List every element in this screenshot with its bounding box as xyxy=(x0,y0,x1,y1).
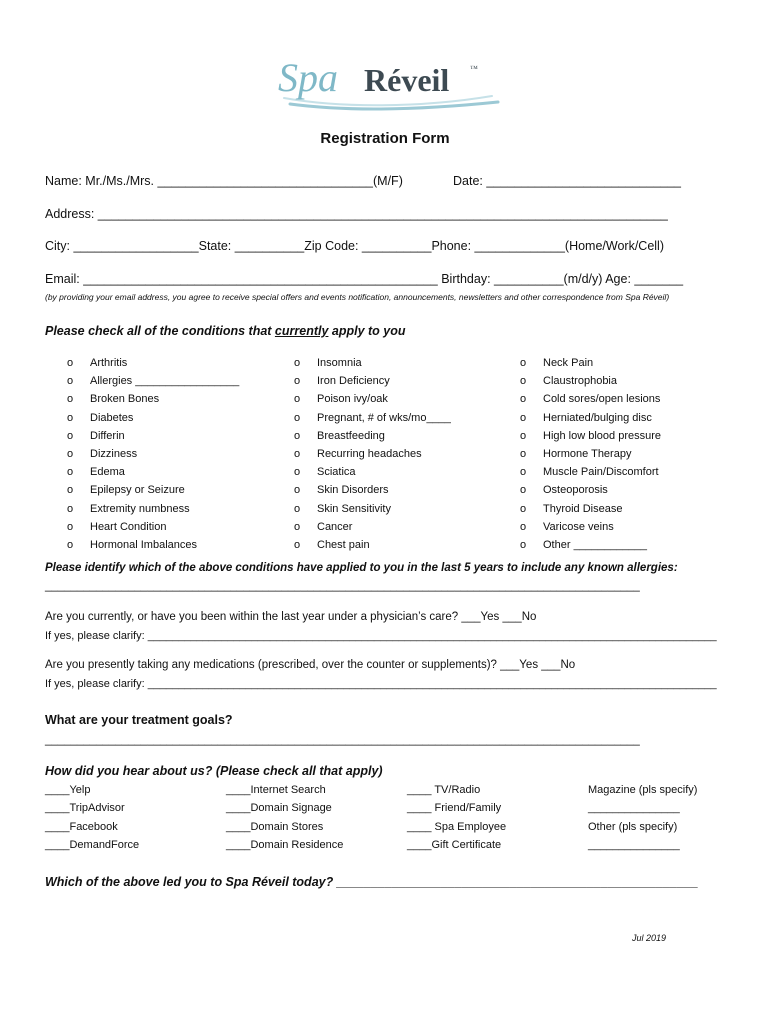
city-state-zip-phone-field[interactable]: City: __________________State: __________Zip Code: __________Phone: _____________(Home/Work/Cell) xyxy=(45,239,664,253)
condition-checkbox[interactable]: o xyxy=(520,466,527,479)
condition-label: Edema xyxy=(90,466,125,479)
conditions-heading-emphasis: currently xyxy=(274,324,329,338)
medications-question[interactable]: Are you presently taking any medications (prescribed, over the counter or supplements)? ___Yes ___No xyxy=(45,659,576,671)
condition-checkbox[interactable]: o xyxy=(67,502,74,515)
goals-heading: What are your treatment goals? xyxy=(45,713,233,727)
condition-checkbox[interactable]: o xyxy=(67,393,74,406)
name-field[interactable]: Name: Mr./Ms./Mrs. _______________________________(M/F) xyxy=(45,174,403,188)
condition-label: Varicose veins xyxy=(543,520,614,533)
referral-option[interactable]: _______________ xyxy=(588,838,680,851)
condition-checkbox[interactable]: o xyxy=(520,484,527,497)
condition-checkbox[interactable]: o xyxy=(67,484,74,497)
referral-option[interactable]: ____ Spa Employee xyxy=(407,820,507,833)
condition-label: Muscle Pain/Discomfort xyxy=(543,466,659,479)
logo-spa-text: Spa xyxy=(278,55,338,100)
condition-checkbox[interactable]: o xyxy=(294,466,301,479)
condition-checkbox[interactable]: o xyxy=(520,357,527,369)
physician-clarify-field[interactable]: If yes, please clarify: _____________________________________________________________________________________________ xyxy=(45,630,717,642)
condition-checkbox[interactable]: o xyxy=(294,502,301,515)
medications-clarify-field[interactable]: If yes, please clarify: _____________________________________________________________________________________________ xyxy=(45,678,717,690)
referral-option[interactable]: ____ TV/Radio xyxy=(407,784,481,796)
condition-label: Skin Sensitivity xyxy=(317,502,391,515)
condition-checkbox[interactable]: o xyxy=(67,466,74,479)
condition-checkbox[interactable]: o xyxy=(520,375,527,388)
email-birthday-age-field[interactable]: Email: ___________________________________________________ Birthday: __________(m/d/y) Age: _______ xyxy=(45,272,684,286)
condition-checkbox[interactable]: o xyxy=(520,448,527,460)
condition-checkbox[interactable]: o xyxy=(520,520,527,533)
logo-tm: ™ xyxy=(470,64,478,73)
referral-option[interactable]: _______________ xyxy=(588,802,680,815)
referral-option[interactable]: Other (pls specify) xyxy=(588,820,678,833)
condition-label: Iron Deficiency xyxy=(317,375,390,388)
condition-checkbox[interactable]: o xyxy=(67,375,74,388)
date-field[interactable]: Date: ____________________________ xyxy=(453,174,682,188)
logo-reveil-text: Réveil xyxy=(364,62,450,98)
condition-label: Hormonal Imbalances xyxy=(90,539,197,551)
referral-option[interactable]: ____Gift Certificate xyxy=(407,838,502,851)
condition-label: Pregnant, # of wks/mo____ xyxy=(317,411,451,424)
condition-label: Allergies _________________ xyxy=(90,375,240,388)
condition-checkbox[interactable]: o xyxy=(294,375,301,388)
condition-label: High low blood pressure xyxy=(543,429,662,442)
condition-label: Recurring headaches xyxy=(317,448,422,460)
referral-option[interactable]: ____Domain Residence xyxy=(226,838,344,851)
referral-option[interactable]: Magazine (pls specify) xyxy=(588,784,698,796)
referral-option[interactable]: ____TripAdvisor xyxy=(45,802,125,815)
condition-checkbox[interactable]: o xyxy=(67,520,74,533)
referral-option[interactable]: ____Yelp xyxy=(45,784,91,796)
condition-label: Dizziness xyxy=(90,448,138,460)
condition-checkbox[interactable]: o xyxy=(520,502,527,515)
conditions-heading-start: Please check all of the conditions that xyxy=(45,324,275,338)
condition-checkbox[interactable]: o xyxy=(294,484,301,497)
condition-label: Broken Bones xyxy=(90,393,160,406)
condition-checkbox[interactable]: o xyxy=(294,539,301,551)
referral-option[interactable]: ____Domain Stores xyxy=(226,820,324,833)
hear-about-heading: How did you hear about us? (Please check all that apply) xyxy=(45,764,383,778)
address-field[interactable]: Address: __________________________________________________________________________________ xyxy=(45,207,668,221)
condition-label: Claustrophobia xyxy=(543,375,617,388)
form-title: Registration Form xyxy=(320,130,450,147)
condition-checkbox[interactable]: o xyxy=(67,448,74,460)
condition-label: Neck Pain xyxy=(543,357,594,369)
physician-question[interactable]: Are you currently, or have you been within the last year under a physician’s care? ___Yes ___No xyxy=(45,611,537,623)
condition-label: Other ____________ xyxy=(543,539,647,551)
condition-checkbox[interactable]: o xyxy=(520,411,527,424)
referral-option[interactable]: ____Facebook xyxy=(45,820,118,833)
condition-label: Herniated/bulging disc xyxy=(543,411,652,424)
condition-label: Hormone Therapy xyxy=(543,448,632,460)
condition-label: Chest pain xyxy=(317,539,370,551)
condition-label: Heart Condition xyxy=(90,520,167,533)
condition-label: Insomnia xyxy=(317,357,362,369)
referral-option[interactable]: ____DemandForce xyxy=(45,838,140,851)
referral-option[interactable]: ____Internet Search xyxy=(226,784,326,796)
condition-checkbox[interactable]: o xyxy=(294,429,301,442)
identify-heading: Please identify which of the above conditions have applied to you in the last 5 years to include any known allergies: xyxy=(45,562,678,574)
condition-label: Extremity numbness xyxy=(90,502,190,515)
condition-checkbox[interactable]: o xyxy=(294,520,301,533)
conditions-heading xyxy=(45,324,406,338)
condition-label: Cold sores/open lesions xyxy=(543,393,661,406)
condition-checkbox[interactable]: o xyxy=(520,393,527,406)
condition-checkbox[interactable]: o xyxy=(67,411,74,424)
condition-checkbox[interactable]: o xyxy=(294,411,301,424)
referral-option[interactable]: ____Domain Signage xyxy=(226,802,332,815)
condition-label: Epilepsy or Seizure xyxy=(90,484,185,497)
condition-label: Thyroid Disease xyxy=(543,502,623,515)
condition-checkbox[interactable]: o xyxy=(520,539,527,551)
condition-checkbox[interactable]: o xyxy=(67,357,74,369)
condition-label: Skin Disorders xyxy=(317,484,389,497)
condition-label: Osteoporosis xyxy=(543,484,608,497)
condition-checkbox[interactable]: o xyxy=(67,429,74,442)
condition-label: Arthritis xyxy=(90,357,128,369)
condition-checkbox[interactable]: o xyxy=(294,357,301,369)
spa-reveil-logo xyxy=(270,52,505,116)
condition-checkbox[interactable]: o xyxy=(294,448,301,460)
condition-label: Cancer xyxy=(317,520,353,533)
email-disclaimer: (by providing your email address, you agree to receive special offers and events notification, announcements, newsletters and other correspondence from Spa Réveil) xyxy=(45,292,670,302)
condition-checkbox[interactable]: o xyxy=(294,393,301,406)
referral-option[interactable]: ____ Friend/Family xyxy=(407,802,502,815)
condition-checkbox[interactable]: o xyxy=(520,429,527,442)
condition-label: Breastfeeding xyxy=(317,429,385,442)
conditions-heading-end: apply to you xyxy=(328,324,406,338)
condition-label: Diabetes xyxy=(90,411,134,424)
condition-checkbox[interactable]: o xyxy=(67,539,74,551)
condition-label: Poison ivy/oak xyxy=(317,393,388,406)
condition-label: Differin xyxy=(90,429,125,442)
which-led-field[interactable]: Which of the above led you to Spa Réveil today? ____________________________________________________ xyxy=(45,875,699,889)
identify-answer-line[interactable]: _____________________________________________________________________________________________ xyxy=(45,580,640,592)
footer-date: Jul 2019 xyxy=(632,933,667,943)
condition-label: Sciatica xyxy=(317,466,356,479)
goals-answer-line[interactable]: _____________________________________________________________________________________________ xyxy=(45,734,640,746)
